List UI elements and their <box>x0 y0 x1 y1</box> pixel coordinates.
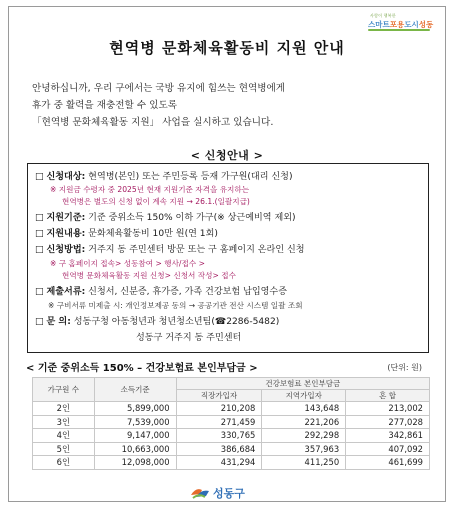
cell-mixed: 213,002 <box>346 402 430 416</box>
seongdong-mark-icon <box>190 485 210 499</box>
cell-household: 3인 <box>33 415 95 429</box>
header-income: 소득기준 <box>94 378 176 402</box>
guide-method-note-1: ※ 구 홈페이지 접속> 성동참여 > 행사/접수 > <box>50 259 205 268</box>
guide-content: □ 지원내용: 문화체육활동비 10만 원(연 1회) <box>35 229 218 239</box>
cell-regional: 357,963 <box>262 442 346 456</box>
cell-regional: 143,648 <box>262 402 346 416</box>
table-row <box>33 429 430 443</box>
intro-paragraph <box>32 80 432 131</box>
table-row <box>33 402 430 416</box>
cell-regional: 292,298 <box>262 429 346 443</box>
cell-regional: 411,250 <box>262 456 346 470</box>
guide-method: □ 신청방법: 거주지 동 주민센터 방문 또는 구 홈페이지 온라인 신청 <box>35 245 305 255</box>
logo-swoosh <box>368 29 430 31</box>
header-workplace: 직장가입자 <box>176 390 262 402</box>
guide-target-note-1: ※ 지원금 수령자 중 2025년 현재 지원기준 자격을 유지하는 <box>50 185 250 194</box>
guide-docs: □ 제출서류: 신청서, 신분증, 휴가증, 가족 건강보험 납입영수증 <box>35 287 287 297</box>
guide-contact: □ 문 의: 성동구청 아동청년과 청년청소년팀(☎2286-5482) <box>35 317 280 327</box>
cell-regional: 221,206 <box>262 415 346 429</box>
cell-income: 10,663,000 <box>94 442 176 456</box>
guide-contact-2: 성동구 거주지 동 주민센터 <box>136 333 242 343</box>
seongdong-slogan-logo <box>356 13 436 35</box>
cell-mixed: 407,092 <box>346 442 430 456</box>
income-table <box>32 377 430 470</box>
cell-income: 5,899,000 <box>94 402 176 416</box>
cell-workplace: 271,459 <box>176 415 262 429</box>
cell-workplace: 330,765 <box>176 429 262 443</box>
cell-household: 6인 <box>33 456 95 470</box>
intro-line: 안녕하십니까, 우리 구에서는 국방 유지에 힘쓰는 현역병에게 <box>32 83 286 94</box>
guide-docs-note: ※ 구비서류 미제출 시: 개인정보제공 동의 → 공공기관 전산 시스템 일괄 조회 <box>48 301 303 310</box>
seongdong-gu-logo <box>190 484 270 500</box>
bottom-logo-name: 성동구 <box>213 487 245 500</box>
guide-method-note-2: 현역병 문화체육활동 지원 신청> 신청서 작성> 접수 <box>62 271 236 280</box>
cell-income: 12,098,000 <box>94 456 176 470</box>
guide-criteria: □ 지원기준: 기준 중위소득 150% 이하 가구(※ 상근예비역 제외) <box>35 213 296 223</box>
intro-line: 「현역병 문화체육활동 지원」 사업을 실시하고 있습니다. <box>32 117 274 128</box>
table-title: < 기준 중위소득 150% – 건강보험료 본인부담금 > <box>26 363 258 374</box>
cell-mixed: 277,028 <box>346 415 430 429</box>
table-row <box>33 442 430 456</box>
header-mixed: 혼 합 <box>346 390 430 402</box>
table-row <box>33 456 430 470</box>
header-household: 가구원 수 <box>33 378 95 402</box>
logo-big-text: 스마트포용도시성동 <box>368 20 434 29</box>
intro-line: 휴가 중 활력을 재충전할 수 있도록 <box>32 100 177 111</box>
guide-target-note-2: 현역병은 별도의 신청 없이 계속 지원 → 26.1.(일괄지급) <box>62 197 250 206</box>
table-row <box>33 415 430 429</box>
page-title: 현역병 문화체육활동비 지원 안내 <box>109 39 345 57</box>
header-regional: 지역가입자 <box>262 390 346 402</box>
table-unit: (단위: 원) <box>387 363 422 372</box>
cell-income: 7,539,000 <box>94 415 176 429</box>
table-header-row <box>33 378 430 390</box>
cell-workplace: 386,684 <box>176 442 262 456</box>
guide-target: □ 신청대상: 현역병(본인) 또는 주민등록 등재 가구원(대리 신청) <box>35 172 293 182</box>
cell-household: 5인 <box>33 442 95 456</box>
cell-household: 4인 <box>33 429 95 443</box>
cell-household: 2인 <box>33 402 95 416</box>
header-insurance-group: 건강보험료 본인부담금 <box>176 378 429 390</box>
cell-workplace: 210,208 <box>176 402 262 416</box>
logo-small-text: 사람이 행복한 <box>370 13 396 18</box>
cell-income: 9,147,000 <box>94 429 176 443</box>
cell-mixed: 342,861 <box>346 429 430 443</box>
guide-box <box>27 163 429 353</box>
cell-mixed: 461,699 <box>346 456 430 470</box>
guide-heading: < 신청안내 > <box>190 149 264 162</box>
cell-workplace: 431,294 <box>176 456 262 470</box>
